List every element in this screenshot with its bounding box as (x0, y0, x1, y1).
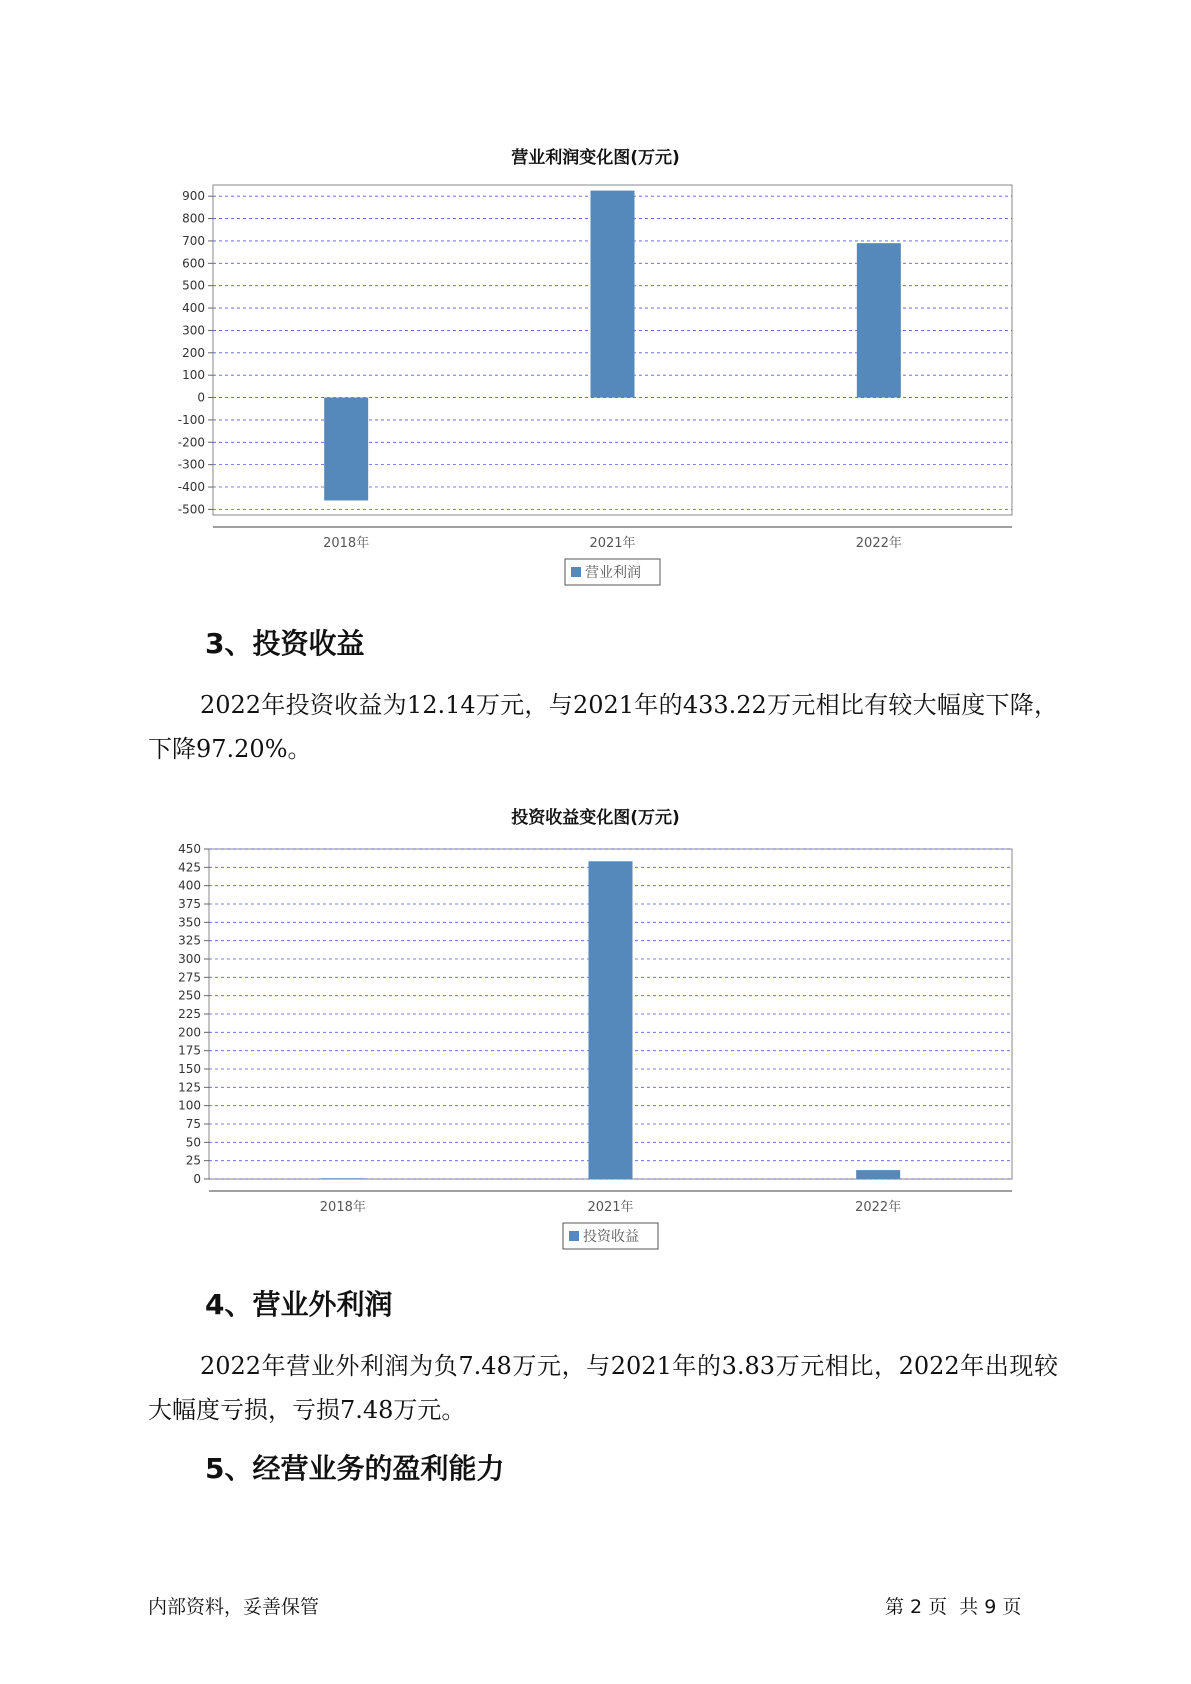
y-tick-label: 75 (185, 1117, 201, 1131)
bar (321, 1178, 365, 1179)
y-tick-label: 250 (178, 988, 201, 1003)
y-tick-label: 325 (178, 933, 201, 948)
bar (857, 243, 901, 397)
section5-heading: 5、经营业务的盈利能力 (205, 1452, 505, 1485)
y-tick-label: 100 (182, 368, 205, 383)
y-tick-label: -500 (177, 502, 205, 517)
y-tick-label: 350 (178, 915, 201, 930)
y-tick-label: 0 (193, 1172, 201, 1186)
bar (856, 1170, 900, 1179)
y-tick-label: 200 (178, 1025, 201, 1040)
y-tick-label: 300 (182, 323, 205, 338)
y-tick-label: 225 (178, 1007, 201, 1021)
x-category-label: 2022年 (855, 536, 902, 551)
bar (591, 191, 635, 398)
y-tick-label: 275 (178, 970, 201, 985)
y-tick-label: -100 (177, 412, 205, 427)
chart1-title: 营业利润变化图(万元) (511, 148, 680, 168)
legend-label: 营业利润 (585, 565, 641, 581)
y-tick-label: 175 (178, 1043, 201, 1058)
operating-profit-chart (0, 175, 1191, 595)
legend-swatch (569, 1231, 579, 1241)
y-tick-label: 800 (182, 211, 205, 226)
y-tick-label: 150 (178, 1062, 201, 1076)
y-tick-label: 450 (178, 842, 201, 856)
y-tick-label: -400 (177, 480, 205, 495)
y-tick-label: 400 (178, 878, 201, 893)
bar (589, 861, 633, 1179)
x-category-label: 2021年 (587, 1200, 634, 1215)
y-tick-label: -200 (177, 435, 205, 450)
section4-paragraph: 2022年营业外利润为负7.48万元，与2021年的3.83万元相比，2022年出现较大幅度亏损，亏损7.48万元。 (148, 1352, 1058, 1424)
x-category-label: 2018年 (319, 1200, 366, 1215)
y-tick-label: 400 (182, 301, 205, 316)
y-tick-label: 300 (178, 952, 201, 966)
section4-heading: 4、营业外利润 (205, 1288, 393, 1321)
y-tick-label: 25 (185, 1153, 201, 1168)
y-tick-label: -300 (177, 457, 205, 472)
footer-page-number: 第 2 页 共 9 页 (885, 1596, 1022, 1618)
y-tick-label: 500 (182, 278, 205, 293)
y-tick-label: 375 (178, 897, 201, 911)
chart2-title: 投资收益变化图(万元) (511, 808, 680, 828)
section3-paragraph: 2022年投资收益为12.14万元，与2021年的433.22万元相比有较大幅度下降，下降97.20%。 (148, 691, 1058, 763)
section3-heading: 3、投资收益 (205, 627, 365, 660)
legend-label: 投资收益 (583, 1229, 639, 1245)
bar (324, 398, 368, 501)
y-tick-label: 100 (178, 1098, 201, 1113)
x-category-label: 2021年 (589, 536, 636, 551)
y-tick-label: 50 (185, 1135, 201, 1150)
y-tick-label: 600 (182, 256, 205, 271)
y-tick-label: 900 (182, 189, 205, 204)
x-category-label: 2018年 (323, 536, 370, 551)
legend-swatch (571, 567, 581, 577)
footer-confidential: 内部资料，妥善保管 (148, 1596, 320, 1618)
y-tick-label: 700 (182, 233, 205, 248)
y-tick-label: 0 (197, 390, 205, 405)
x-category-label: 2022年 (855, 1200, 902, 1215)
y-tick-label: 425 (178, 860, 201, 875)
investment-income-chart (0, 835, 1191, 1255)
y-tick-label: 125 (178, 1080, 201, 1095)
y-tick-label: 200 (182, 345, 205, 360)
